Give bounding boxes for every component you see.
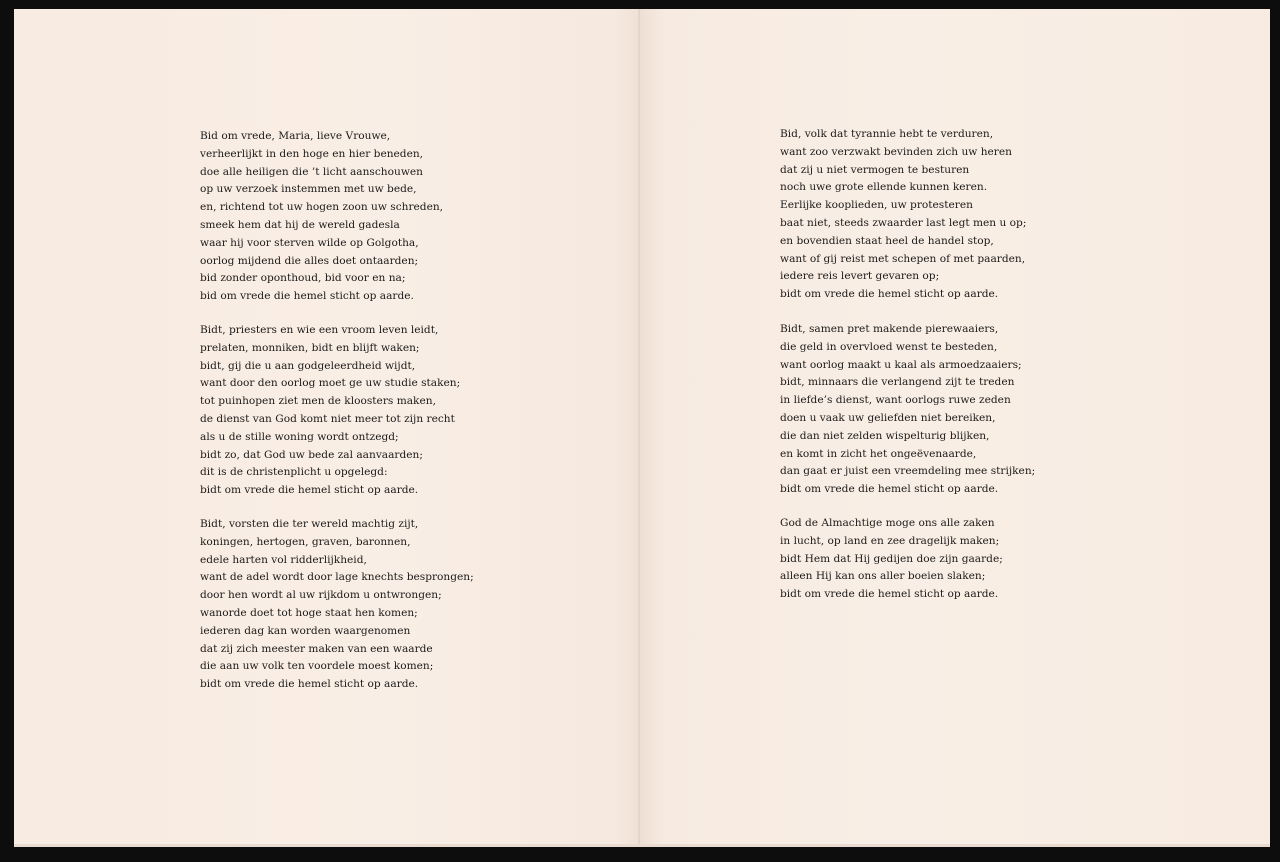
page-bottom-edge bbox=[14, 844, 1270, 847]
verse-line: want door den oorlog moet ge uw studie staken; bbox=[200, 377, 461, 390]
verse-line: Bidt, samen pret makende pierewaaiers, bbox=[780, 323, 999, 335]
verse-line: en komt in zicht het ongeëvenaarde, bbox=[780, 447, 977, 460]
verse-line: bidt zo, dat God uw bede zal aanvaarden; bbox=[200, 448, 423, 461]
verse-line: bidt, minnaars die verlangend zijt te treden bbox=[780, 376, 1015, 389]
verse-line: bidt om vrede die hemel sticht op aarde. bbox=[200, 484, 419, 497]
verse-line: bidt, gij die u aan godgeleerdheid wijdt, bbox=[200, 359, 416, 372]
verse-line: Eerlijke kooplieden, uw protesteren bbox=[780, 199, 973, 212]
book-spread bbox=[14, 9, 1270, 847]
verse-line: in liefde’s dienst, want oorlogs ruwe zeden bbox=[780, 394, 1011, 407]
verse-line: koningen, hertogen, graven, baronnen, bbox=[200, 535, 411, 548]
left-stanza-3 bbox=[200, 516, 474, 694]
verse-line: bid om vrede die hemel sticht op aarde. bbox=[200, 290, 414, 303]
verse-line: edele harten vol ridderlijkheid, bbox=[200, 553, 367, 566]
verse-line: die geld in overvloed wenst te besteden, bbox=[780, 340, 998, 353]
verse-line: die dan niet zelden wispelturig blijken, bbox=[780, 429, 990, 442]
verse-line: bidt om vrede die hemel sticht op aarde. bbox=[200, 678, 419, 691]
verse-line: want oorlog maakt u kaal als armoedzaaiers; bbox=[780, 358, 1022, 371]
verse-line: Bidt, priesters en wie een vroom leven leidt, bbox=[200, 324, 439, 336]
verse-line: in lucht, op land en zee dragelijk maken; bbox=[780, 534, 1000, 547]
left-page bbox=[14, 9, 640, 847]
right-page bbox=[640, 9, 1270, 847]
verse-line: want de adel wordt door lage knechts besprongen; bbox=[200, 571, 474, 584]
verse-line: smeek hem dat hij de wereld gadesla bbox=[200, 218, 400, 231]
verse-line: oorlog mijdend die alles doet ontaarden; bbox=[200, 254, 419, 267]
verse-line: doen u vaak uw geliefden niet bereiken, bbox=[780, 411, 996, 424]
verse-line: God de Almachtige moge ons alle zaken bbox=[780, 517, 995, 529]
verse-line: waar hij voor sterven wilde op Golgotha, bbox=[200, 236, 419, 249]
verse-line: bidt om vrede die hemel sticht op aarde. bbox=[780, 483, 999, 496]
verse-line: en, richtend tot uw hogen zoon uw schreden, bbox=[200, 201, 444, 214]
verse-line: bidt om vrede die hemel sticht op aarde. bbox=[780, 588, 999, 601]
verse-line: noch uwe grote ellende kunnen keren. bbox=[780, 181, 988, 194]
verse-line: alleen Hij kan ons aller boeien slaken; bbox=[780, 570, 986, 583]
right-stanza-1 bbox=[780, 126, 1026, 304]
verse-line: Bid, volk dat tyrannie hebt te verduren, bbox=[780, 128, 994, 140]
verse-line: Bid om vrede, Maria, lieve Vrouwe, bbox=[200, 130, 391, 142]
verse-line: op uw verzoek instemmen met uw bede, bbox=[200, 183, 417, 196]
verse-line: iedere reis levert gevaren op; bbox=[780, 270, 940, 283]
verse-line: bid zonder oponthoud, bid voor en na; bbox=[200, 272, 406, 285]
verse-line: dit is de christenplicht u opgelegd: bbox=[200, 466, 388, 479]
verse-line: baat niet, steeds zwaarder last legt men u op; bbox=[780, 216, 1027, 229]
verse-line: dat zij u niet vermogen te besturen bbox=[780, 163, 970, 176]
verse-line: die aan uw volk ten voordele moest komen; bbox=[200, 660, 434, 673]
verse-line: tot puinhopen ziet men de kloosters maken, bbox=[200, 395, 436, 408]
verse-line: bidt om vrede die hemel sticht op aarde. bbox=[780, 288, 999, 301]
verse-line: wanorde doet tot hoge staat hen komen; bbox=[200, 606, 418, 619]
verse-line: de dienst van God komt niet meer tot zijn recht bbox=[200, 412, 455, 425]
verse-line: als u de stille woning wordt ontzegd; bbox=[200, 430, 399, 443]
verse-line: bidt Hem dat Hij gedijen doe zijn gaarde; bbox=[780, 552, 1003, 565]
right-stanza-3 bbox=[780, 515, 1003, 604]
left-stanza-2 bbox=[200, 322, 460, 500]
verse-line: iederen dag kan worden waargenomen bbox=[200, 624, 411, 637]
verse-line: en bovendien staat heel de handel stop, bbox=[780, 234, 994, 247]
verse-line: prelaten, monniken, bidt en blijft waken; bbox=[200, 341, 420, 354]
verse-line: dat zij zich meester maken van een waarde bbox=[200, 642, 433, 655]
verse-line: dan gaat er juist een vreemdeling mee strijken; bbox=[780, 465, 1036, 478]
verse-line: Bidt, vorsten die ter wereld machtig zijt, bbox=[200, 518, 419, 530]
verse-line: doe alle heiligen die ’t licht aanschouwen bbox=[200, 165, 423, 178]
verse-line: want zoo verzwakt bevinden zich uw heren bbox=[780, 145, 1012, 158]
verse-line: verheerlijkt in den hoge en hier beneden, bbox=[200, 147, 424, 160]
verse-line: want of gij reist met schepen of met paarden, bbox=[780, 252, 1026, 265]
right-stanza-2 bbox=[780, 321, 1035, 499]
left-stanza-1 bbox=[200, 128, 443, 306]
verse-line: door hen wordt al uw rijkdom u ontwrongen; bbox=[200, 589, 442, 602]
